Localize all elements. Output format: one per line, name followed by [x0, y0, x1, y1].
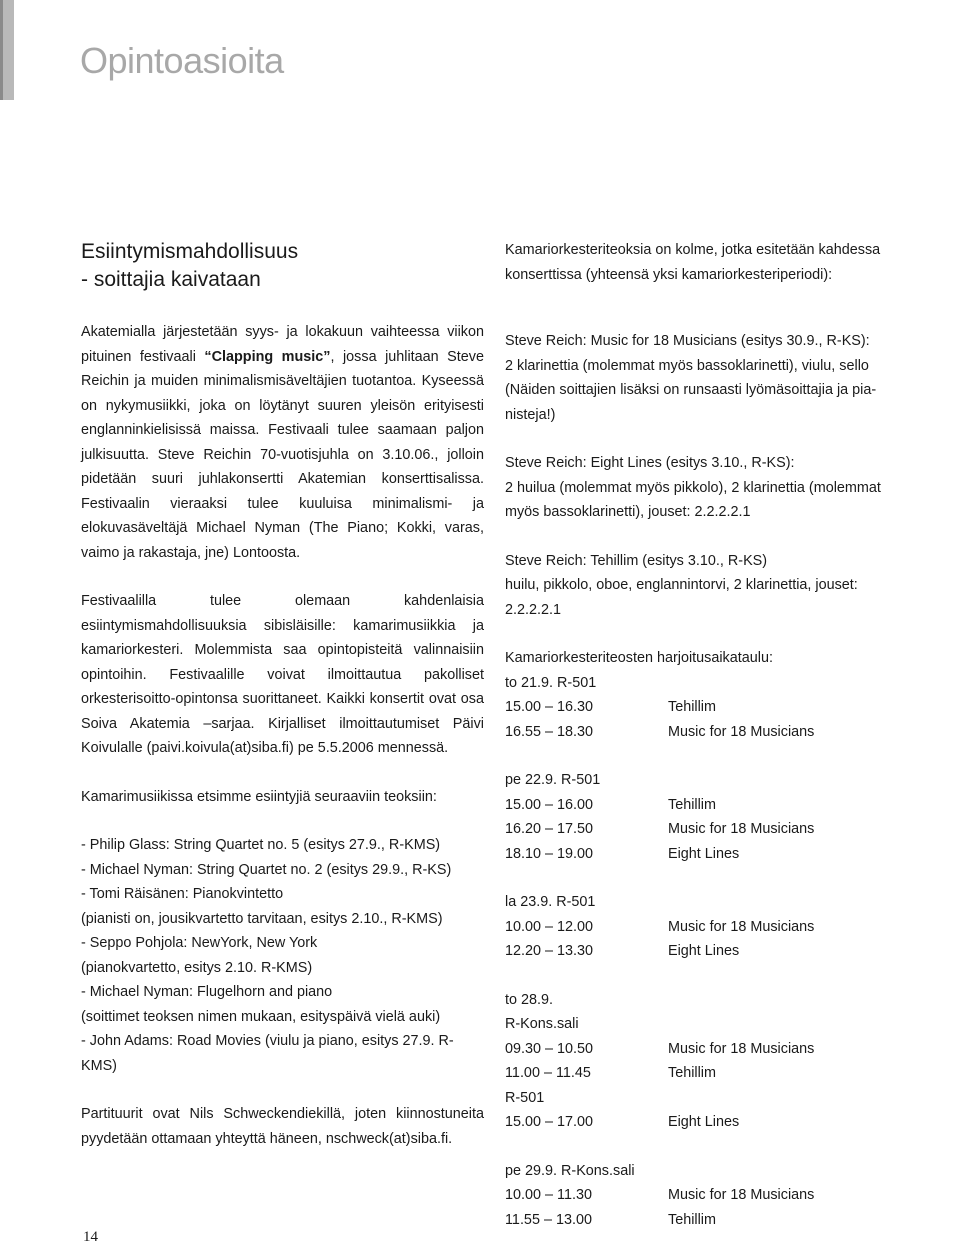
- schedule-time: la 23.9. R-501: [505, 894, 596, 910]
- schedule-day-5: [505, 1159, 925, 1233]
- page-number: 14: [83, 1229, 98, 1245]
- schedule-day-3: [505, 890, 925, 964]
- schedule-time: 18.10 – 19.00: [505, 845, 594, 862]
- schedule-time: 10.00 – 12.00: [505, 918, 594, 935]
- works-list-item: - Seppo Pohjola: NewYork, New York: [81, 935, 318, 951]
- work-line: 2 klarinettia (molemmat myös bassoklarinetti), viulu, sello: [505, 357, 869, 374]
- scores-paragraph: Partituurit ovat Nils Schweckendiekillä, joten kiinnostuneita pyydetään ottamaan yhteyttä häneen, nschweck(at)siba.fi.: [81, 1106, 484, 1147]
- work-eight-lines: [505, 451, 925, 525]
- section-heading: [81, 238, 484, 294]
- schedule-row: [505, 817, 925, 842]
- schedule-time: 09.30 – 10.50: [505, 1040, 594, 1057]
- works-list-item: - John Adams: Road Movies (viulu ja piano, esitys 27.9. R-: [81, 1033, 454, 1049]
- schedule-time: to 21.9. R-501: [505, 674, 597, 691]
- orchestra-intro: [505, 238, 925, 287]
- work-line: Steve Reich: Music for 18 Musicians (esitys 30.9., R-KS):: [505, 333, 870, 349]
- schedule-time: 11.55 – 13.00: [505, 1211, 592, 1228]
- work-line: nisteja!): [505, 406, 556, 423]
- opportunities-paragraph: Festivaalilla tulee olemaan kahdenlaisia esiintymismahdollisuuksia sibisläisille: kamarimusiikkia ja kamariorkesteri. Molemmista saa opintopisteitä valinnaisiin opintoihin. Festivaalille voivat ilmoittautua pakolliset orkesterisoitto-opintonsa suorittaneet. Kaikki konsertit ovat osa Soiva Akatemia –sarjaa. Kirjalliset ilmoittautumiset Päivi Koivulalle (paivi.koivula(at)siba.fi) pe 5.5.2006 mennessä.: [81, 593, 484, 756]
- schedule-piece: Tehillim: [668, 1065, 716, 1081]
- schedule-time: 11.00 – 11.45: [505, 1065, 591, 1081]
- schedule-time: 15.00 – 16.00: [505, 796, 594, 813]
- schedule-row: [505, 1183, 925, 1208]
- work-music-for-18: [505, 329, 925, 427]
- works-list-item: (pianisti on, jousikvartetto tarvitaan, esitys 2.10., R-KMS): [81, 910, 443, 927]
- schedule-row: [505, 1110, 925, 1135]
- schedule-time: 12.20 – 13.30: [505, 943, 594, 959]
- schedule-piece: Music for 18 Musicians: [668, 918, 815, 935]
- schedule-row: [505, 695, 925, 720]
- schedule-row: [505, 1037, 925, 1062]
- work-tehillim: [505, 549, 925, 623]
- schedule-piece: Eight Lines: [668, 943, 740, 959]
- work-line: 2 huilua (molemmat myös pikkolo), 2 klarinettia (molemmat: [505, 479, 881, 496]
- works-list-item: (pianokvartetto, esitys 2.10. R-KMS): [81, 959, 313, 976]
- orchestra-intro-line: konserttissa (yhteensä yksi kamariorkesteriperiodi):: [505, 266, 833, 283]
- schedule-piece: Music for 18 Musicians: [668, 1187, 815, 1203]
- festival-paragraph-start: Akatemialla järjestetään syys- ja lokakuun vaihteessa viikon pituinen festivaali: [81, 324, 484, 365]
- works-list-item: - Michael Nyman: String Quartet no. 2 (esitys 29.9., R-KS): [81, 861, 452, 878]
- schedule-piece: Tehillim: [668, 796, 716, 813]
- work-line: huilu, pikkolo, oboe, englannintorvi, 2 klarinettia, jouset:: [505, 577, 858, 593]
- schedule-row: [505, 890, 925, 915]
- schedule-row: [505, 1086, 925, 1111]
- schedule-piece: Music for 18 Musicians: [668, 821, 815, 837]
- left-column: [81, 238, 484, 1151]
- schedule-title: Kamariorkesteriteosten harjoitusaikataulu:: [505, 650, 773, 666]
- works-list: [81, 833, 484, 1078]
- section-heading-line: Esiintymismahdollisuus: [81, 240, 299, 263]
- schedule-piece: Tehillim: [668, 1211, 716, 1228]
- schedule-time: pe 22.9. R-501: [505, 772, 601, 788]
- schedule-piece: Music for 18 Musicians: [668, 1040, 815, 1057]
- schedule-row: [505, 1061, 925, 1086]
- schedule-time: 16.55 – 18.30: [505, 723, 594, 740]
- work-line: (Näiden soittajien lisäksi on runsaasti lyömäsoittajia ja pia-: [505, 382, 877, 398]
- schedule-piece: Music for 18 Musicians: [668, 723, 815, 740]
- schedule-time: 15.00 – 16.30: [505, 699, 594, 715]
- right-column: [505, 238, 925, 1232]
- schedule-time: pe 29.9. R-Kons.sali: [505, 1162, 635, 1179]
- work-line: Steve Reich: Eight Lines (esitys 3.10., R-KS):: [505, 455, 795, 471]
- schedule-time: 15.00 – 17.00: [505, 1114, 594, 1130]
- works-list-item: KMS): [81, 1057, 117, 1074]
- schedule-row: [505, 793, 925, 818]
- orchestra-intro-line: Kamariorkesteriteoksia on kolme, jotka esitetään kahdessa: [505, 242, 881, 258]
- schedule-day-1: [505, 671, 925, 745]
- schedule-time: R-501: [505, 1089, 545, 1106]
- work-line: 2.2.2.2.1: [505, 601, 562, 618]
- section-heading-line: - soittajia kaivataan: [81, 268, 261, 291]
- schedule-row: [505, 1012, 925, 1037]
- schedule-piece: Eight Lines: [668, 845, 740, 862]
- work-line: myös bassoklarinetti), jouset: 2.2.2.2.1: [505, 504, 751, 520]
- page-title: Opintoasioita: [80, 40, 284, 81]
- header-side-bar-edge: [0, 0, 3, 100]
- schedule-piece: Eight Lines: [668, 1114, 740, 1130]
- works-list-item: - Tomi Räisänen: Pianokvintetto: [81, 886, 284, 902]
- works-list-item: (soittimet teoksen nimen mukaan, esityspäivä vielä auki): [81, 1008, 441, 1025]
- schedule-row: [505, 1208, 925, 1233]
- works-list-item: - Philip Glass: String Quartet no. 5 (esitys 27.9., R-KMS): [81, 837, 441, 853]
- schedule-day-2: [505, 768, 925, 866]
- schedule-time: 16.20 – 17.50: [505, 821, 594, 837]
- festival-paragraph: [81, 320, 484, 565]
- schedule-piece: Tehillim: [668, 699, 716, 715]
- schedule-row: [505, 842, 925, 867]
- schedule-row: [505, 988, 925, 1013]
- schedule-time: to 28.9.: [505, 991, 554, 1008]
- festival-name: “Clapping music”: [204, 348, 331, 365]
- schedule-row: [505, 939, 925, 964]
- festival-paragraph-end: , jossa juhlitaan Steve Reichin ja muiden minimalismisäveltäjien tuotantoa. Kyseessä on nykymusiikki, joka on löytänyt suuren yleisön erityisesti englanninkielisissä maissa. Festivaali tulee saamaan paljon julkisuutta. Steve Reichin 70-vuotisjuhla on 3.10.06., jolloin pidetään suuri juhlakonsertti Akatemian konserttisalissa. Festivaalin vieraaksi tulee kuuluisa minimalismi- ja elokuvasäveltäjä Michael Nyman (The Piano; Kokki, varas, vaimo ja rakastaja, jne) Lontoosta.: [81, 348, 484, 561]
- schedule-time: 10.00 – 11.30: [505, 1187, 592, 1203]
- chamber-music-intro: Kamarimusiikissa etsimme esiintyjiä seuraaviin teoksiin:: [81, 788, 437, 805]
- schedule-row: [505, 671, 925, 696]
- schedule-row: [505, 720, 925, 745]
- schedule-row: [505, 915, 925, 940]
- work-line: Steve Reich: Tehillim (esitys 3.10., R-KS): [505, 552, 768, 569]
- schedule-row: [505, 768, 925, 793]
- works-list-item: - Michael Nyman: Flugelhorn and piano: [81, 984, 333, 1000]
- schedule-day-4: [505, 988, 925, 1135]
- schedule-row: [505, 1159, 925, 1184]
- schedule-time: R-Kons.sali: [505, 1016, 579, 1032]
